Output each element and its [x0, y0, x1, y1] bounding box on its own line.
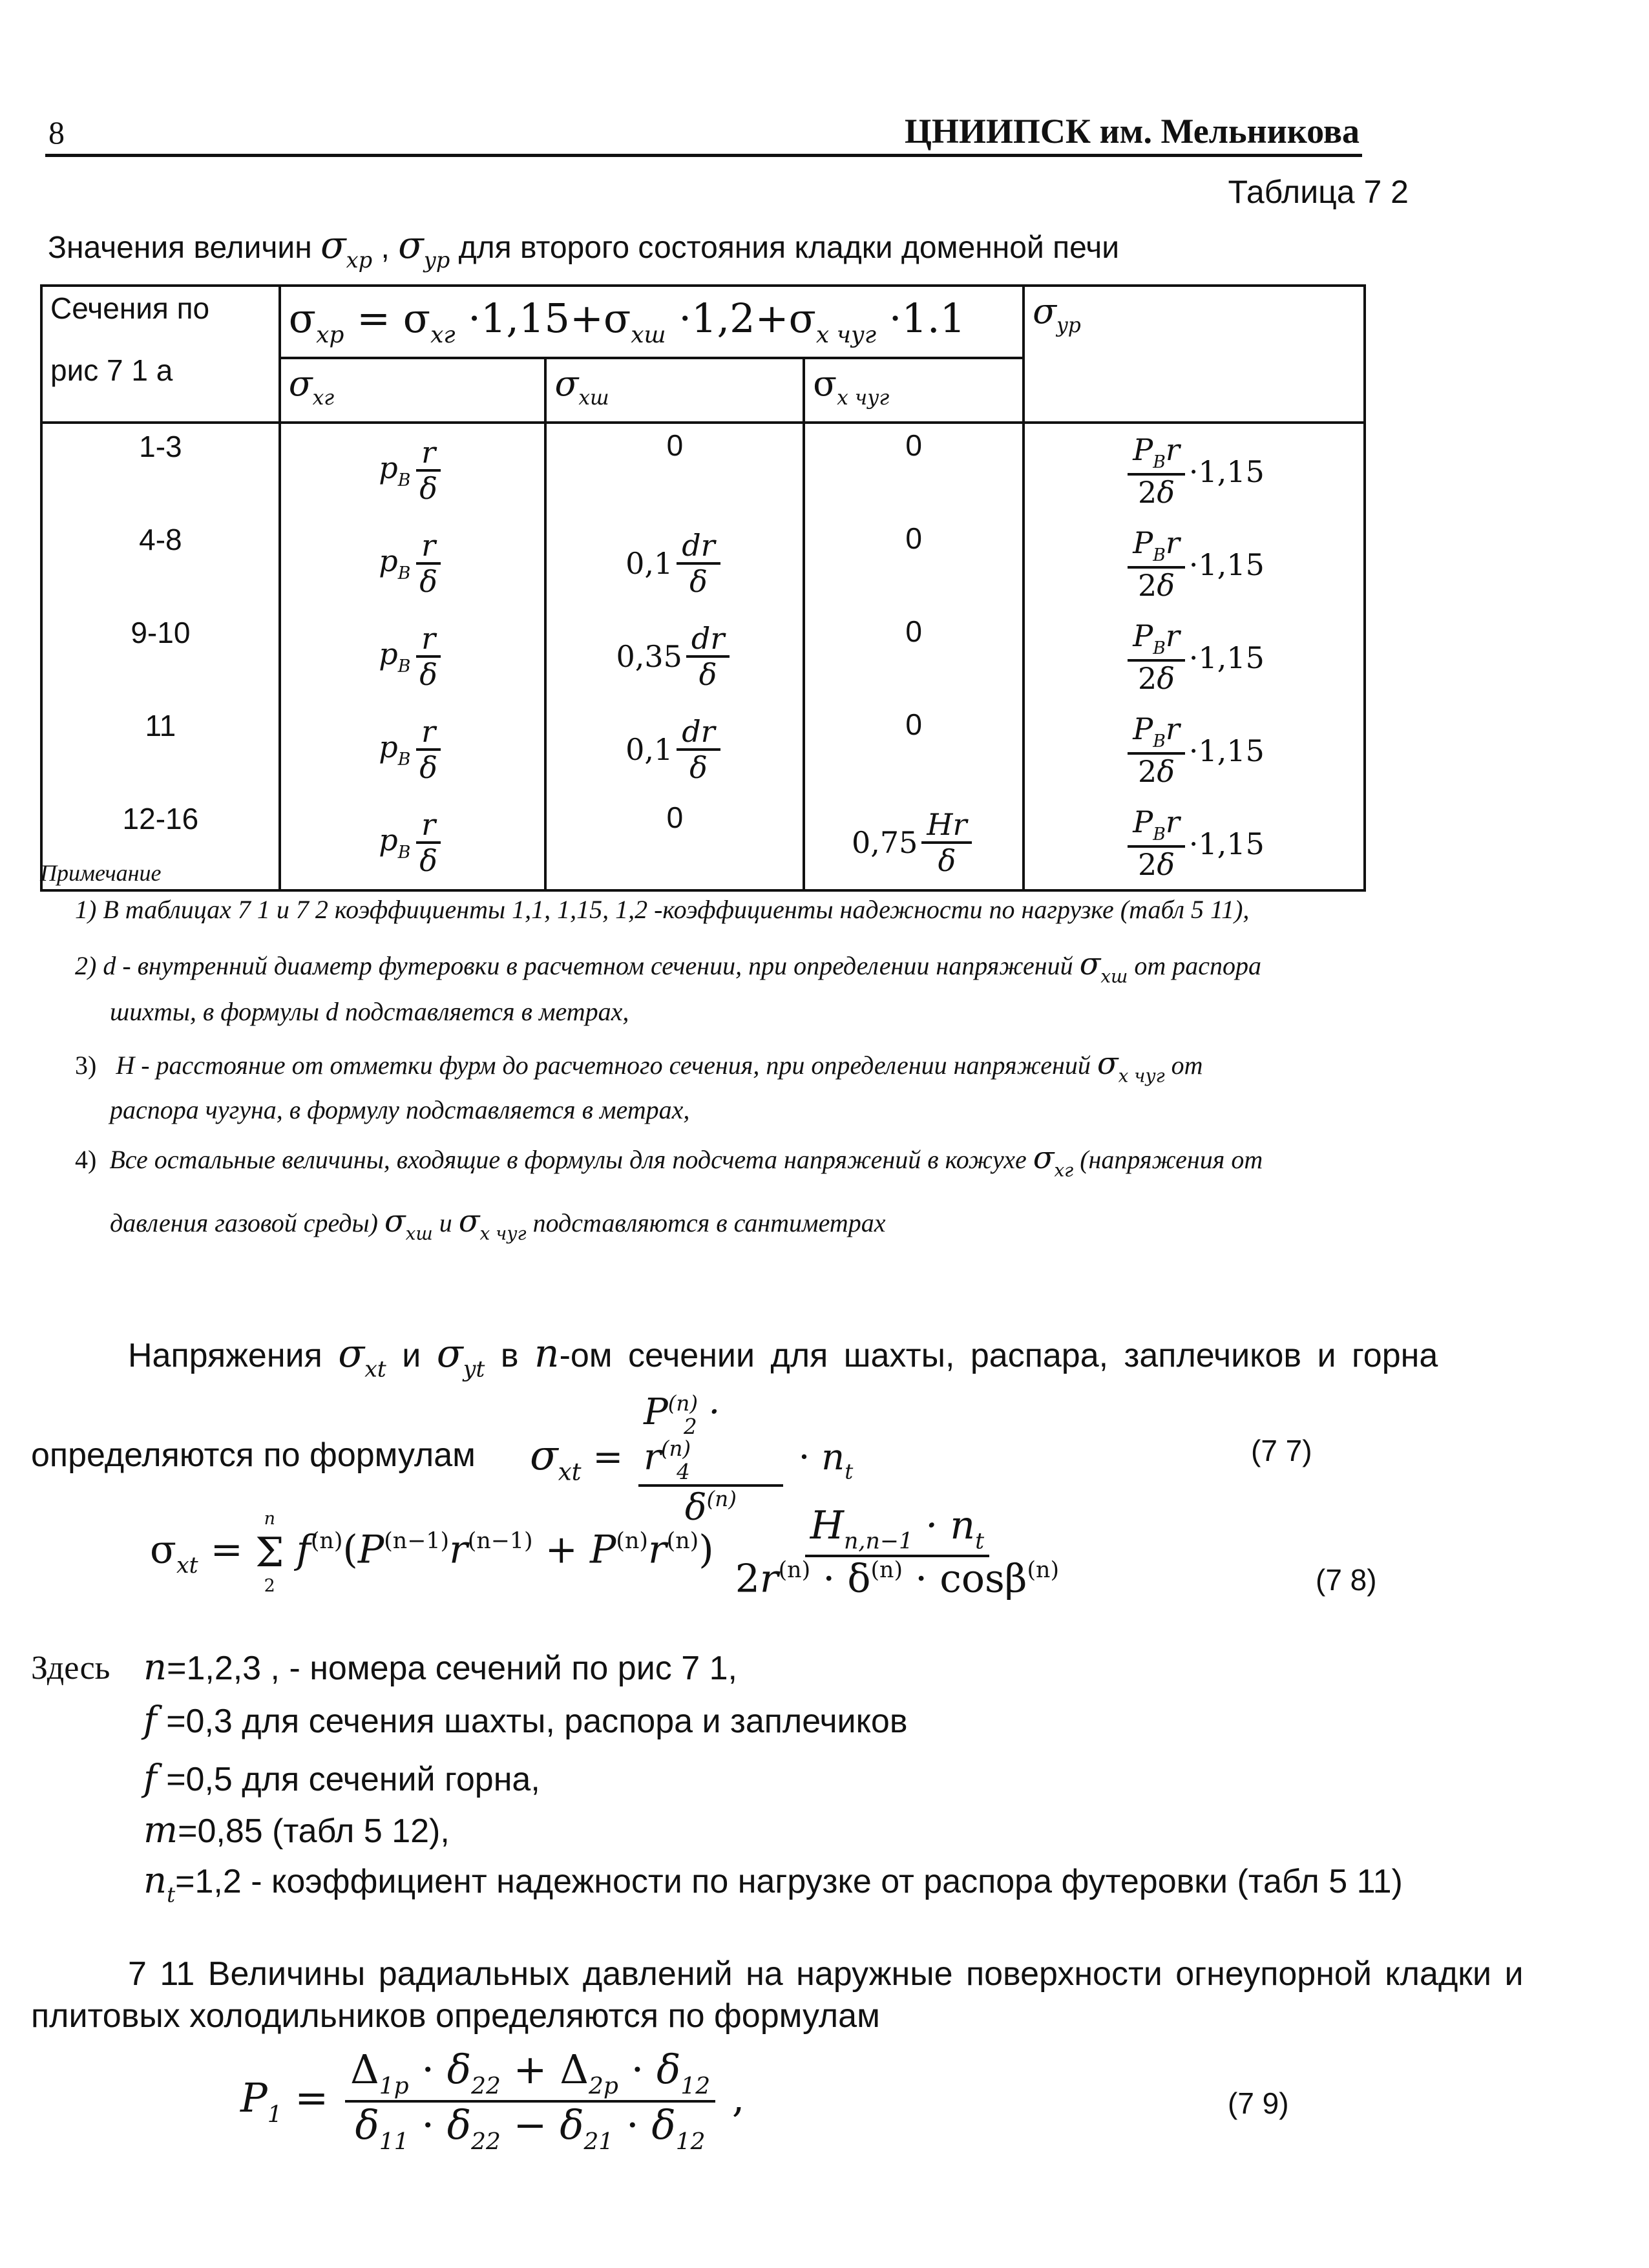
sigma-yp-cell: $\frac{P_Br}{2\delta}$ · 1,15 [1024, 703, 1365, 796]
equation-7-9: $P_1$ = $\frac{\Delta_{1p} \cdot \delta_{22} + \Delta_{2p} \cdot \delta_{12}}{\delta_{11} \cdot \delta_{22} - \delta_{21} \cdot \delta_{12}}$ , [240, 2046, 745, 2156]
note-4-number: 4) [75, 1145, 97, 1174]
note-4-line1: 4) Все остальные величины, входящие в формулы для подсчета напряжений в кожухе $\sigma_{xг}$ (напряжения от [75, 1140, 1263, 1181]
equation-7-8: $\sigma_{xt}$ = n Σ 2 $f^{(n)}(P^{(n-1)}r^{(n-1)} + P^{(n)}r^{(n)})$ $\frac{H_{n,n-1} \cdot n_t}{2r^{(n)} \cdot \delta^{(n)} \cdot \cos\beta^{(n)}}$ [150, 1503, 1060, 1602]
sigma-yp-cell: $\frac{P_Br}{2\delta}$ · 1,15 [1024, 610, 1365, 703]
section-7-11-line1: 7 11 Величины радиальных давлений на наружные поверхности огнеупорной кладки и [128, 1955, 1524, 1993]
col1-header-line1: Сечения по [50, 291, 210, 325]
sigma-yp-factor: 1,15 [1198, 733, 1265, 768]
sigma-xg-cell: $p_B$ $\frac{r}{\delta}$ [280, 423, 546, 517]
sigma-yp-factor: 1,15 [1198, 640, 1265, 675]
note-3-text-end: от [1171, 1051, 1203, 1080]
sigma-yp-factor: 1,15 [1198, 454, 1265, 489]
page-number: 8 [48, 114, 65, 151]
note-1: 1) В таблицах 7 1 и 7 2 коэффициенты 1,1, 1,15, 1,2 -коэффициенты надежности по нагрузке (табл 5 11), [75, 895, 1250, 924]
definition-m: m=0,85 (табл 5 12), [143, 1809, 450, 1851]
table-row [41, 796, 1365, 890]
table-label: Таблица 7 2 [1228, 174, 1409, 210]
p1-text: Напряжения [128, 1337, 322, 1374]
section-cell: 11 [41, 703, 280, 796]
sigma-xchug-cell: 0 [804, 703, 1024, 796]
definition-nt-text: =1,2 - коэффициент надежности по нагрузке от распора футеровки (табл 5 11) [175, 1863, 1403, 1900]
sigma-xchug-header: $\sigma_{x чуг}$ [804, 358, 1024, 423]
note-2-line1: 2) d - внутренний диаметр футеровки в расчетном сечении, при определении напряжений $\sigma_{xш}$ от распора [75, 946, 1262, 987]
definition-nt: $n_t=1,2$ - коэффициент надежности по нагрузке от распора футеровки (табл 5 11) [143, 1860, 1403, 1907]
p1-and: и [402, 1337, 421, 1374]
note-2-text: 2) d - внутренний диаметр футеровки в расчетном сечении, при определении напряжений [75, 951, 1073, 980]
sigma-yp-header: $\sigma_{yp}$ [1024, 286, 1365, 423]
sigma-xsh-cell: 0 [545, 423, 804, 517]
sigma-xg-cell: $p_B$ $\frac{r}{\delta}$ [280, 517, 546, 610]
note-4-line2: давления газовой среды) $\sigma_{xш}$ и $\sigma_{x чуг}$ подставляются в сантиметрах [110, 1203, 886, 1244]
note-4-text: Все остальные величины, входящие в формулы для подсчета напряжений в кожухе [109, 1145, 1027, 1174]
note-4-text-e: подставляются в сантиметрах [532, 1208, 886, 1237]
note-3-number: 3) [75, 1051, 97, 1080]
stress-table [40, 284, 1366, 892]
equation-number-7-7: (7 7) [1251, 1434, 1312, 1467]
definition-f2-text: =0,5 для сечений горна, [166, 1761, 540, 1798]
note-3-line2: распора чугуна, в формулу подставляется в метрах, [110, 1095, 690, 1124]
section-cell: 9-10 [41, 610, 280, 703]
notes-title: Примечание [40, 860, 162, 886]
sigma-yp-cell: $\frac{P_Br}{2\delta}$ · 1,15 [1024, 796, 1365, 890]
table-row [41, 610, 1365, 703]
section-7-11-line2: плитовых холодильников определяются по формулам [31, 1997, 880, 2035]
definition-m-text: =0,85 (табл 5 12), [178, 1812, 450, 1850]
note-2-line2: шихты, в формулы d подставляется в метрах, [110, 997, 629, 1026]
equation-7-7: $\sigma_{xt}$ = $\frac{P^{(n)}_2 \cdot r^{(n)}_4}{\delta^{(n)}}$ · $n_t$ [530, 1391, 854, 1529]
sigma-xsh-cell: 0 [545, 796, 804, 890]
caption-text-after: для второго состояния кладки доменной печи [458, 231, 1120, 265]
sigma-xg-cell: $p_B$ $\frac{r}{\delta}$ [280, 703, 546, 796]
sigma-xg-header: $\sigma_{xг}$ [280, 358, 546, 423]
table-caption: Значения величин $\sigma_{xp}$ , $\sigma_{yp}$ для второго состояния кладки доменной печи [48, 223, 1120, 273]
col1-header-line2: рис 7 1 а [50, 353, 173, 387]
note-4-text-d: и [439, 1208, 452, 1237]
note-3-line1: 3) H - расстояние от отметки фурм до расчетного сечения, при определении напряжений $\sigma_{x чуг}$ от [75, 1045, 1203, 1087]
coef: 0,1 [625, 546, 673, 581]
header-rule [45, 154, 1362, 157]
equation-number-7-9: (7 9) [1228, 2086, 1289, 2120]
note-4-text-end: (напряжения от [1080, 1145, 1263, 1174]
section-cell: 12-16 [41, 796, 280, 890]
note-2-text-end: от распора [1134, 951, 1262, 980]
sigma-xsh-cell: 0,35 $\frac{dr}{\delta}$ [545, 610, 804, 703]
table-row [41, 423, 1365, 517]
definition-f2: f =0,5 для сечений горна, [143, 1758, 540, 1800]
table-row [41, 517, 1365, 610]
definition-n-text: =1,2,3 , - номера сечений по рис 7 1, [167, 1650, 737, 1687]
sigma-yp-cell: $\frac{P_Br}{2\delta}$ · 1,15 [1024, 517, 1365, 610]
sigma-yp-cell: $\frac{P_Br}{2\delta}$ · 1,15 [1024, 423, 1365, 517]
body-paragraph-line1: Напряжения $\sigma_{xt}$ и $\sigma_{yt}$ в n-ом сечении для шахты, распара, заплечиков и горна [128, 1331, 1438, 1383]
header-organization: ЦНИИПСК им. Мельникова [904, 112, 1360, 151]
sigma-xg-cell: $p_B$ $\frac{r}{\delta}$ [280, 610, 546, 703]
sigma-xchug-cell: 0 [804, 423, 1024, 517]
note-4-text-c: давления газовой среды) [110, 1208, 378, 1237]
section-cell: 1-3 [41, 423, 280, 517]
body-paragraph-line2: определяются по формулам [31, 1436, 476, 1474]
caption-text-before: Значения величин [48, 231, 312, 265]
sigma-xsh-header: $\sigma_{xш}$ [545, 358, 804, 423]
coef: 0,1 [625, 732, 673, 767]
definition-f1: f =0,3 для сечения шахты, распора и заплечиков [143, 1699, 908, 1741]
note-3-text: H - расстояние от отметки фурм до расчетного сечения, при определении напряжений [116, 1051, 1091, 1080]
p1-in: в [500, 1337, 519, 1374]
here-label: Здесь [31, 1650, 110, 1686]
sigma-xchug-cell: 0 [804, 517, 1024, 610]
sigma-xchug-cell: 0,75 $\frac{Hr}{\delta}$ [804, 796, 1024, 890]
sigma-yp-factor: 1,15 [1198, 547, 1265, 582]
equation-number-7-8: (7 8) [1316, 1563, 1377, 1597]
sigma-xsh-cell: 0,1 $\frac{dr}{\delta}$ [545, 703, 804, 796]
coef: 0,75 [851, 825, 918, 860]
sigma-xg-cell: $p_B$ $\frac{r}{\delta}$ [280, 796, 546, 890]
col1-header [41, 286, 280, 423]
coef: 0,35 [616, 639, 682, 674]
sigma-yp-factor: 1,15 [1198, 826, 1265, 861]
section-cell: 4-8 [41, 517, 280, 610]
definition-n: n=1,2,3 , - номера сечений по рис 7 1, [143, 1646, 737, 1688]
caption-sigma-xp: $\sigma_{xp}$ [320, 223, 373, 273]
definition-f1-text: =0,3 для сечения шахты, распора и заплечиков [166, 1703, 908, 1740]
sigma-xp-formula-header: $\sigma_{xp} = \sigma_{xг} \cdot 1,15+\sigma_{xш} \cdot 1,2+\sigma_{x чуг} \cdot 1.1$ [280, 286, 1024, 358]
sigma-xchug-cell: 0 [804, 610, 1024, 703]
caption-sigma-yp: $\sigma_{yp}$ [398, 223, 450, 273]
p1-rest: -ом сечении для шахты, распара, заплечиков и горна [559, 1337, 1438, 1374]
table-row [41, 703, 1365, 796]
sigma-xsh-cell: 0,1 $\frac{dr}{\delta}$ [545, 517, 804, 610]
